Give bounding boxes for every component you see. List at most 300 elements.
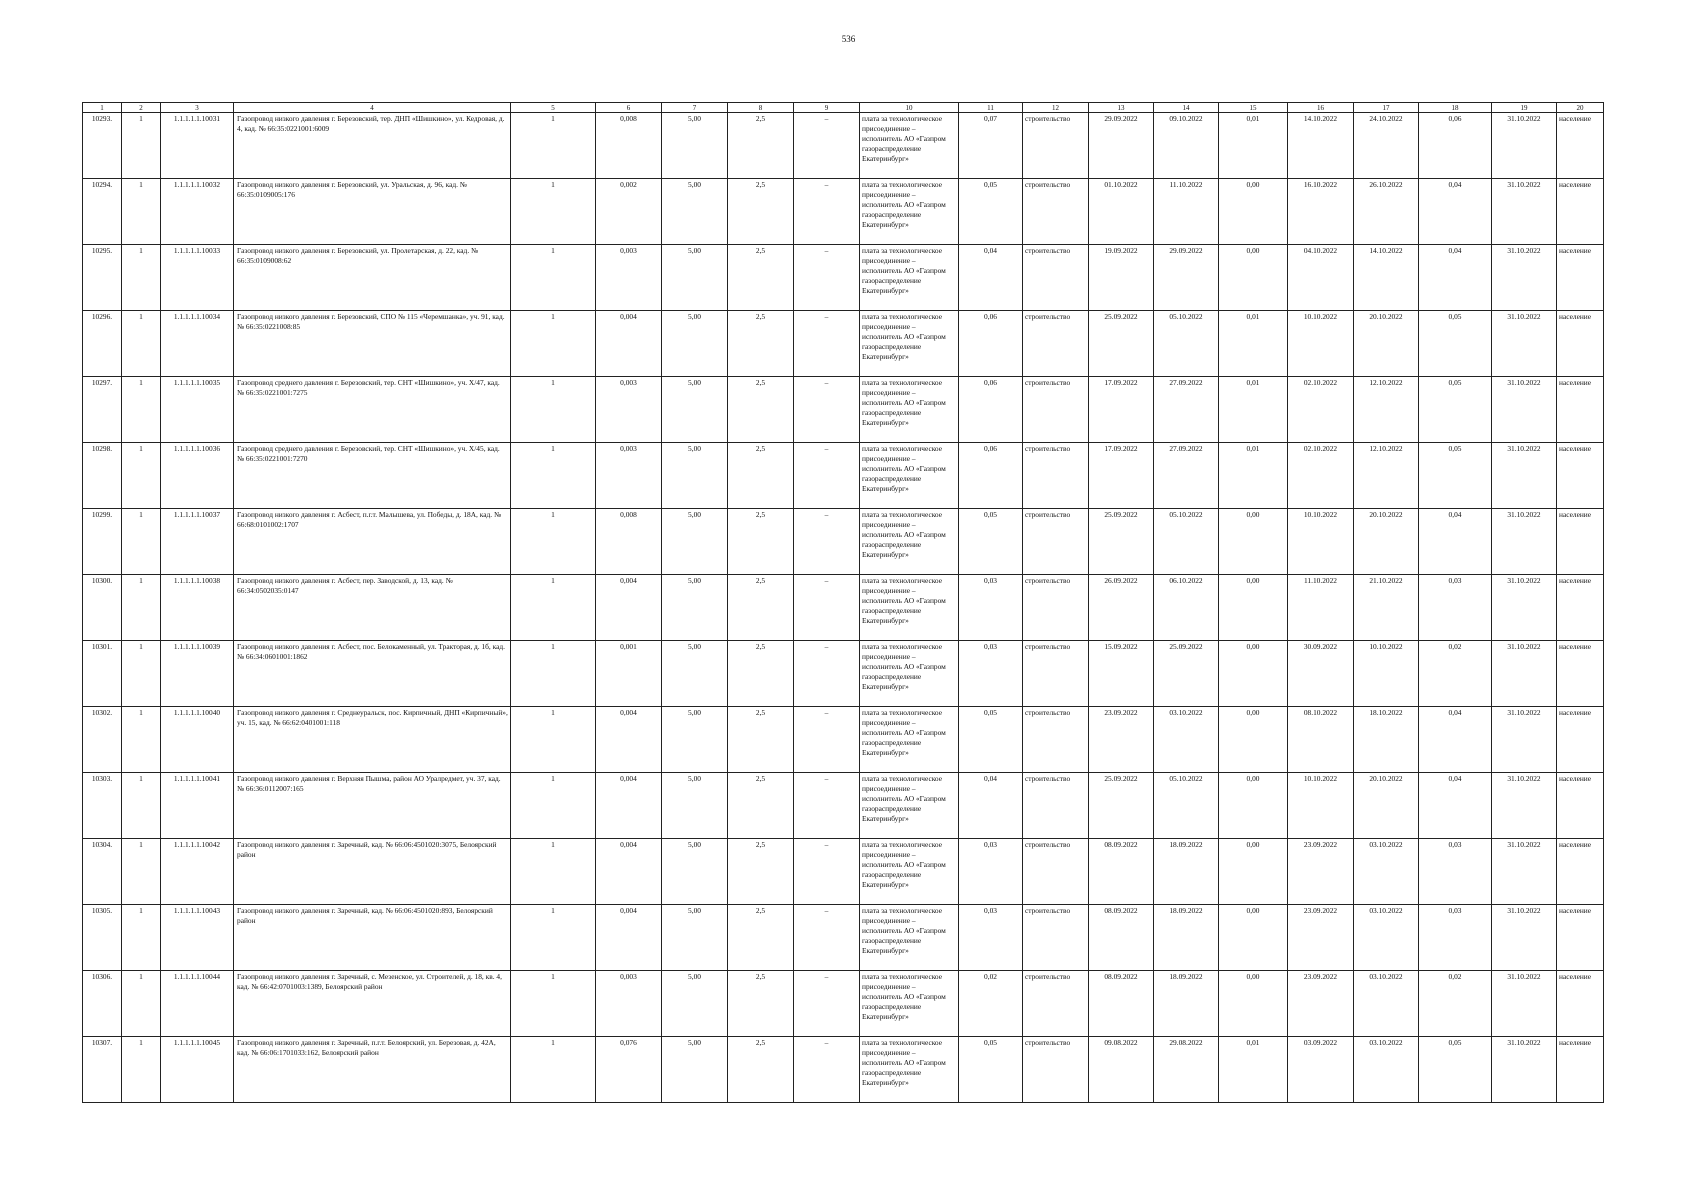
object-description-cell: Газопровод низкого давления г. Верхняя Пышма, район АО Уралредмет, уч. 37, кад. № 66:36:0112007:165	[234, 773, 511, 839]
cell: –	[794, 971, 860, 1037]
column-header: 16	[1288, 103, 1354, 113]
cell: 2,5	[728, 113, 794, 179]
work-type-cell: строительство	[1023, 641, 1089, 707]
cell: 1	[511, 1037, 596, 1103]
cell: 0,06	[959, 377, 1023, 443]
cell: 0,01	[1219, 1037, 1288, 1103]
work-type-cell: строительство	[1023, 839, 1089, 905]
table-row	[83, 641, 1604, 707]
date-cell: 03.10.2022	[1154, 707, 1219, 773]
header-row	[83, 103, 1604, 113]
cell: 1	[122, 509, 161, 575]
cell: 0,03	[959, 575, 1023, 641]
cell: 0,002	[596, 179, 662, 245]
cell: 1	[511, 311, 596, 377]
cell: 1	[511, 971, 596, 1037]
cell: 1	[122, 443, 161, 509]
category-cell: население	[1557, 707, 1604, 773]
cell: 1	[511, 707, 596, 773]
cell: 5,00	[662, 707, 728, 773]
cell: 0,004	[596, 311, 662, 377]
date-cell: 18.09.2022	[1154, 971, 1219, 1037]
cell: –	[794, 113, 860, 179]
cell: 0,05	[1419, 311, 1492, 377]
date-cell: 14.10.2022	[1288, 113, 1354, 179]
cell: 0,00	[1219, 707, 1288, 773]
date-cell: 31.10.2022	[1492, 245, 1557, 311]
date-cell: 20.10.2022	[1354, 509, 1419, 575]
date-cell: 31.10.2022	[1492, 707, 1557, 773]
cell: 0,00	[1219, 905, 1288, 971]
cell: 2,5	[728, 575, 794, 641]
cell: –	[794, 641, 860, 707]
column-header: 4	[234, 103, 511, 113]
column-header: 13	[1089, 103, 1154, 113]
row-number-cell: 10297.	[83, 377, 122, 443]
date-cell: 16.10.2022	[1288, 179, 1354, 245]
funding-source-cell: плата за технологическое присоединение – исполнитель АО «Газпром газораспределение Екатеринбург»	[860, 113, 959, 179]
date-cell: 30.09.2022	[1288, 641, 1354, 707]
column-header: 3	[161, 103, 234, 113]
cell: 1	[122, 575, 161, 641]
date-cell: 31.10.2022	[1492, 905, 1557, 971]
cell: 0,04	[959, 245, 1023, 311]
column-header: 15	[1219, 103, 1288, 113]
column-header: 18	[1419, 103, 1492, 113]
column-header: 5	[511, 103, 596, 113]
cell: 0,04	[1419, 179, 1492, 245]
cell: 0,07	[959, 113, 1023, 179]
work-type-cell: строительство	[1023, 113, 1089, 179]
cell: –	[794, 509, 860, 575]
funding-source-cell: плата за технологическое присоединение – исполнитель АО «Газпром газораспределение Екатеринбург»	[860, 707, 959, 773]
date-cell: 03.10.2022	[1354, 971, 1419, 1037]
date-cell: 08.09.2022	[1089, 839, 1154, 905]
cell: 1	[511, 179, 596, 245]
cell: –	[794, 707, 860, 773]
cell: 5,00	[662, 443, 728, 509]
date-cell: 24.10.2022	[1354, 113, 1419, 179]
row-number-cell: 10301.	[83, 641, 122, 707]
row-number-cell: 10295.	[83, 245, 122, 311]
funding-source-cell: плата за технологическое присоединение – исполнитель АО «Газпром газораспределение Екатеринбург»	[860, 641, 959, 707]
table-row	[83, 179, 1604, 245]
table-row	[83, 377, 1604, 443]
cell: 2,5	[728, 839, 794, 905]
work-type-cell: строительство	[1023, 707, 1089, 773]
cell: –	[794, 311, 860, 377]
object-description-cell: Газопровод низкого давления г. Березовский, ул. Уральская, д. 96, кад. № 66:35:0109005:176	[234, 179, 511, 245]
column-header: 8	[728, 103, 794, 113]
category-cell: население	[1557, 311, 1604, 377]
cell: 2,5	[728, 1037, 794, 1103]
date-cell: 03.09.2022	[1288, 1037, 1354, 1103]
date-cell: 18.09.2022	[1154, 839, 1219, 905]
table-row	[83, 575, 1604, 641]
date-cell: 17.09.2022	[1089, 377, 1154, 443]
row-number-cell: 10302.	[83, 707, 122, 773]
cell: 1	[122, 641, 161, 707]
object-code-cell: 1.1.1.1.1.10045	[161, 1037, 234, 1103]
object-code-cell: 1.1.1.1.1.10031	[161, 113, 234, 179]
date-cell: 25.09.2022	[1089, 773, 1154, 839]
work-type-cell: строительство	[1023, 245, 1089, 311]
row-number-cell: 10293.	[83, 113, 122, 179]
object-description-cell: Газопровод низкого давления г. Асбест, пер. Заводской, д. 13, кад. № 66:34:0502035:0147	[234, 575, 511, 641]
date-cell: 29.08.2022	[1154, 1037, 1219, 1103]
row-number-cell: 10294.	[83, 179, 122, 245]
table-row	[83, 905, 1604, 971]
funding-source-cell: плата за технологическое присоединение – исполнитель АО «Газпром газораспределение Екатеринбург»	[860, 311, 959, 377]
object-code-cell: 1.1.1.1.1.10033	[161, 245, 234, 311]
column-header: 20	[1557, 103, 1604, 113]
work-type-cell: строительство	[1023, 377, 1089, 443]
date-cell: 10.10.2022	[1288, 509, 1354, 575]
date-cell: 31.10.2022	[1492, 839, 1557, 905]
work-type-cell: строительство	[1023, 971, 1089, 1037]
cell: 1	[122, 1037, 161, 1103]
column-header: 12	[1023, 103, 1089, 113]
date-cell: 23.09.2022	[1288, 839, 1354, 905]
row-number-cell: 10304.	[83, 839, 122, 905]
date-cell: 25.09.2022	[1089, 509, 1154, 575]
cell: 1	[511, 575, 596, 641]
date-cell: 08.10.2022	[1288, 707, 1354, 773]
cell: 2,5	[728, 641, 794, 707]
category-cell: население	[1557, 971, 1604, 1037]
cell: 1	[122, 971, 161, 1037]
row-number-cell: 10306.	[83, 971, 122, 1037]
cell: 1	[511, 245, 596, 311]
table-row	[83, 509, 1604, 575]
cell: 5,00	[662, 245, 728, 311]
object-description-cell: Газопровод низкого давления г. Асбест, пос. Белокаменный, ул. Тракторая, д. 1б, кад. № 66:34:0601001:1862	[234, 641, 511, 707]
object-code-cell: 1.1.1.1.1.10042	[161, 839, 234, 905]
cell: 2,5	[728, 311, 794, 377]
date-cell: 29.09.2022	[1089, 113, 1154, 179]
date-cell: 31.10.2022	[1492, 773, 1557, 839]
cell: 0,004	[596, 773, 662, 839]
table-row	[83, 1037, 1604, 1103]
cell: 0,06	[959, 443, 1023, 509]
cell: 0,003	[596, 245, 662, 311]
work-type-cell: строительство	[1023, 443, 1089, 509]
cell: 0,02	[1419, 971, 1492, 1037]
cell: 0,008	[596, 509, 662, 575]
cell: –	[794, 245, 860, 311]
cell: 0,00	[1219, 245, 1288, 311]
cell: –	[794, 905, 860, 971]
register-table	[82, 102, 1604, 1103]
cell: –	[794, 1037, 860, 1103]
column-header: 10	[860, 103, 959, 113]
date-cell: 27.09.2022	[1154, 443, 1219, 509]
table-row	[83, 311, 1604, 377]
object-description-cell: Газопровод низкого давления г. Заречный, кад. № 66:06:4501020:893, Белоярский район	[234, 905, 511, 971]
column-header: 7	[662, 103, 728, 113]
cell: 0,00	[1219, 773, 1288, 839]
category-cell: население	[1557, 179, 1604, 245]
date-cell: 12.10.2022	[1354, 377, 1419, 443]
funding-source-cell: плата за технологическое присоединение – исполнитель АО «Газпром газораспределение Екатеринбург»	[860, 839, 959, 905]
funding-source-cell: плата за технологическое присоединение – исполнитель АО «Газпром газораспределение Екатеринбург»	[860, 179, 959, 245]
cell: –	[794, 839, 860, 905]
cell: 1	[511, 839, 596, 905]
funding-source-cell: плата за технологическое присоединение – исполнитель АО «Газпром газораспределение Екатеринбург»	[860, 377, 959, 443]
date-cell: 08.09.2022	[1089, 905, 1154, 971]
date-cell: 21.10.2022	[1354, 575, 1419, 641]
cell: 0,003	[596, 377, 662, 443]
date-cell: 10.10.2022	[1288, 773, 1354, 839]
date-cell: 09.10.2022	[1154, 113, 1219, 179]
date-cell: 11.10.2022	[1154, 179, 1219, 245]
cell: 0,01	[1219, 443, 1288, 509]
category-cell: население	[1557, 905, 1604, 971]
date-cell: 31.10.2022	[1492, 179, 1557, 245]
cell: 0,04	[1419, 509, 1492, 575]
object-code-cell: 1.1.1.1.1.10035	[161, 377, 234, 443]
cell: 0,03	[1419, 905, 1492, 971]
cell: 2,5	[728, 707, 794, 773]
table-row	[83, 245, 1604, 311]
cell: 5,00	[662, 575, 728, 641]
cell: 1	[122, 839, 161, 905]
date-cell: 09.08.2022	[1089, 1037, 1154, 1103]
cell: 2,5	[728, 245, 794, 311]
table-row	[83, 971, 1604, 1037]
object-description-cell: Газопровод среднего давления г. Березовский, тер. СНТ «Шишкино», уч. X/47, кад. № 66:35:0221001:7275	[234, 377, 511, 443]
date-cell: 15.09.2022	[1089, 641, 1154, 707]
cell: 0,03	[959, 905, 1023, 971]
cell: 0,00	[1219, 179, 1288, 245]
cell: 0,05	[959, 707, 1023, 773]
cell: 0,03	[1419, 839, 1492, 905]
object-code-cell: 1.1.1.1.1.10043	[161, 905, 234, 971]
cell: 2,5	[728, 905, 794, 971]
object-code-cell: 1.1.1.1.1.10039	[161, 641, 234, 707]
cell: 1	[511, 773, 596, 839]
page-number: 536	[841, 34, 856, 44]
work-type-cell: строительство	[1023, 1037, 1089, 1103]
cell: 0,05	[959, 509, 1023, 575]
date-cell: 26.10.2022	[1354, 179, 1419, 245]
cell: –	[794, 179, 860, 245]
category-cell: население	[1557, 839, 1604, 905]
category-cell: население	[1557, 245, 1604, 311]
date-cell: 31.10.2022	[1492, 311, 1557, 377]
date-cell: 23.09.2022	[1089, 707, 1154, 773]
cell: 0,008	[596, 113, 662, 179]
date-cell: 12.10.2022	[1354, 443, 1419, 509]
cell: 1	[122, 377, 161, 443]
object-description-cell: Газопровод низкого давления г. Заречный, кад. № 66:06:4501020:3075, Белоярский район	[234, 839, 511, 905]
cell: 1	[511, 509, 596, 575]
date-cell: 02.10.2022	[1288, 377, 1354, 443]
date-cell: 23.09.2022	[1288, 971, 1354, 1037]
work-type-cell: строительство	[1023, 509, 1089, 575]
date-cell: 18.09.2022	[1154, 905, 1219, 971]
date-cell: 05.10.2022	[1154, 773, 1219, 839]
date-cell: 03.10.2022	[1354, 1037, 1419, 1103]
row-number-cell: 10307.	[83, 1037, 122, 1103]
cell: 1	[122, 245, 161, 311]
cell: 0,06	[959, 311, 1023, 377]
object-description-cell: Газопровод низкого давления г. Заречный, п.г.т. Белоярский, ул. Березовая, д. 42А, кад. № 66:06:1701033:162, Белоярский район	[234, 1037, 511, 1103]
column-header: 6	[596, 103, 662, 113]
object-code-cell: 1.1.1.1.1.10044	[161, 971, 234, 1037]
cell: 0,03	[959, 641, 1023, 707]
date-cell: 06.10.2022	[1154, 575, 1219, 641]
cell: 0,02	[1419, 641, 1492, 707]
date-cell: 31.10.2022	[1492, 971, 1557, 1037]
object-code-cell: 1.1.1.1.1.10037	[161, 509, 234, 575]
cell: 0,05	[1419, 1037, 1492, 1103]
cell: 1	[122, 113, 161, 179]
cell: 0,004	[596, 707, 662, 773]
cell: 1	[122, 707, 161, 773]
row-number-cell: 10299.	[83, 509, 122, 575]
column-header: 9	[794, 103, 860, 113]
date-cell: 26.09.2022	[1089, 575, 1154, 641]
object-description-cell: Газопровод низкого давления г. Березовский, тер. ДНП «Шишкино», ул. Кедровая, д. 4, кад. № 66:35:0221001:6009	[234, 113, 511, 179]
work-type-cell: строительство	[1023, 179, 1089, 245]
object-code-cell: 1.1.1.1.1.10036	[161, 443, 234, 509]
date-cell: 31.10.2022	[1492, 377, 1557, 443]
column-header: 14	[1154, 103, 1219, 113]
cell: 0,004	[596, 839, 662, 905]
cell: 0,03	[1419, 575, 1492, 641]
date-cell: 10.10.2022	[1288, 311, 1354, 377]
category-cell: население	[1557, 113, 1604, 179]
cell: 0,05	[959, 1037, 1023, 1103]
cell: 1	[122, 773, 161, 839]
funding-source-cell: плата за технологическое присоединение – исполнитель АО «Газпром газораспределение Екатеринбург»	[860, 509, 959, 575]
cell: 5,00	[662, 971, 728, 1037]
date-cell: 05.10.2022	[1154, 311, 1219, 377]
cell: 2,5	[728, 773, 794, 839]
cell: 0,003	[596, 971, 662, 1037]
funding-source-cell: плата за технологическое присоединение – исполнитель АО «Газпром газораспределение Екатеринбург»	[860, 905, 959, 971]
object-description-cell: Газопровод низкого давления г. Березовский, СПО № 115 «Черемшанка», уч. 91, кад. № 66:35:0221008:85	[234, 311, 511, 377]
funding-source-cell: плата за технологическое присоединение – исполнитель АО «Газпром газораспределение Екатеринбург»	[860, 443, 959, 509]
column-header: 19	[1492, 103, 1557, 113]
date-cell: 23.09.2022	[1288, 905, 1354, 971]
cell: 0,05	[1419, 377, 1492, 443]
cell: 0,003	[596, 443, 662, 509]
cell: 0,04	[1419, 707, 1492, 773]
cell: –	[794, 443, 860, 509]
column-header: 17	[1354, 103, 1419, 113]
funding-source-cell: плата за технологическое присоединение – исполнитель АО «Газпром газораспределение Екатеринбург»	[860, 971, 959, 1037]
cell: 0,076	[596, 1037, 662, 1103]
cell: 0,03	[959, 839, 1023, 905]
cell: 0,00	[1219, 641, 1288, 707]
object-description-cell: Газопровод низкого давления г. Березовский, ул. Пролетарская, д. 22, кад. № 66:35:0109008:62	[234, 245, 511, 311]
funding-source-cell: плата за технологическое присоединение – исполнитель АО «Газпром газораспределение Екатеринбург»	[860, 773, 959, 839]
object-description-cell: Газопровод низкого давления г. Заречный, с. Мезенское, ул. Строителей, д. 18, кв. 4, кад. № 66:42:0701003:1389, Белоярский район	[234, 971, 511, 1037]
work-type-cell: строительство	[1023, 311, 1089, 377]
cell: 5,00	[662, 641, 728, 707]
cell: 0,05	[1419, 443, 1492, 509]
cell: 0,04	[1419, 245, 1492, 311]
funding-source-cell: плата за технологическое присоединение – исполнитель АО «Газпром газораспределение Екатеринбург»	[860, 1037, 959, 1103]
category-cell: население	[1557, 773, 1604, 839]
cell: 5,00	[662, 377, 728, 443]
table-row	[83, 839, 1604, 905]
cell: 1	[122, 905, 161, 971]
cell: 1	[122, 311, 161, 377]
date-cell: 05.10.2022	[1154, 509, 1219, 575]
date-cell: 31.10.2022	[1492, 113, 1557, 179]
category-cell: население	[1557, 377, 1604, 443]
row-number-cell: 10300.	[83, 575, 122, 641]
row-number-cell: 10298.	[83, 443, 122, 509]
cell: 0,004	[596, 575, 662, 641]
cell: 0,05	[959, 179, 1023, 245]
date-cell: 03.10.2022	[1354, 905, 1419, 971]
date-cell: 04.10.2022	[1288, 245, 1354, 311]
cell: 1	[511, 641, 596, 707]
work-type-cell: строительство	[1023, 905, 1089, 971]
date-cell: 29.09.2022	[1154, 245, 1219, 311]
category-cell: население	[1557, 575, 1604, 641]
table-row	[83, 773, 1604, 839]
category-cell: население	[1557, 641, 1604, 707]
category-cell: население	[1557, 443, 1604, 509]
object-description-cell: Газопровод низкого давления г. Среднеуральск, пос. Кирпичный, ДНП «Кирпичный», уч. 15, кад. № 66:62:0401001:118	[234, 707, 511, 773]
cell: 5,00	[662, 509, 728, 575]
row-number-cell: 10296.	[83, 311, 122, 377]
cell: 0,00	[1219, 509, 1288, 575]
table-row	[83, 707, 1604, 773]
date-cell: 31.10.2022	[1492, 1037, 1557, 1103]
funding-source-cell: плата за технологическое присоединение – исполнитель АО «Газпром газораспределение Екатеринбург»	[860, 245, 959, 311]
cell: 5,00	[662, 179, 728, 245]
date-cell: 10.10.2022	[1354, 641, 1419, 707]
cell: 1	[511, 377, 596, 443]
cell: 2,5	[728, 509, 794, 575]
work-type-cell: строительство	[1023, 575, 1089, 641]
cell: 1	[511, 905, 596, 971]
cell: 0,01	[1219, 311, 1288, 377]
cell: 0,01	[1219, 113, 1288, 179]
column-header: 1	[83, 103, 122, 113]
object-description-cell: Газопровод среднего давления г. Березовский, тер. СНТ «Шишкино», уч. X/45, кад. № 66:35:0221001:7270	[234, 443, 511, 509]
date-cell: 01.10.2022	[1089, 179, 1154, 245]
date-cell: 20.10.2022	[1354, 311, 1419, 377]
date-cell: 20.10.2022	[1354, 773, 1419, 839]
cell: 1	[511, 443, 596, 509]
date-cell: 25.09.2022	[1089, 311, 1154, 377]
cell: –	[794, 377, 860, 443]
table-body	[83, 113, 1604, 1103]
category-cell: население	[1557, 509, 1604, 575]
date-cell: 17.09.2022	[1089, 443, 1154, 509]
date-cell: 25.09.2022	[1154, 641, 1219, 707]
table-row	[83, 113, 1604, 179]
cell: 2,5	[728, 179, 794, 245]
cell: 0,00	[1219, 575, 1288, 641]
table-row	[83, 443, 1604, 509]
category-cell: население	[1557, 1037, 1604, 1103]
cell: 5,00	[662, 905, 728, 971]
row-number-cell: 10303.	[83, 773, 122, 839]
object-code-cell: 1.1.1.1.1.10041	[161, 773, 234, 839]
date-cell: 02.10.2022	[1288, 443, 1354, 509]
cell: 5,00	[662, 773, 728, 839]
date-cell: 03.10.2022	[1354, 839, 1419, 905]
cell: 0,02	[959, 971, 1023, 1037]
